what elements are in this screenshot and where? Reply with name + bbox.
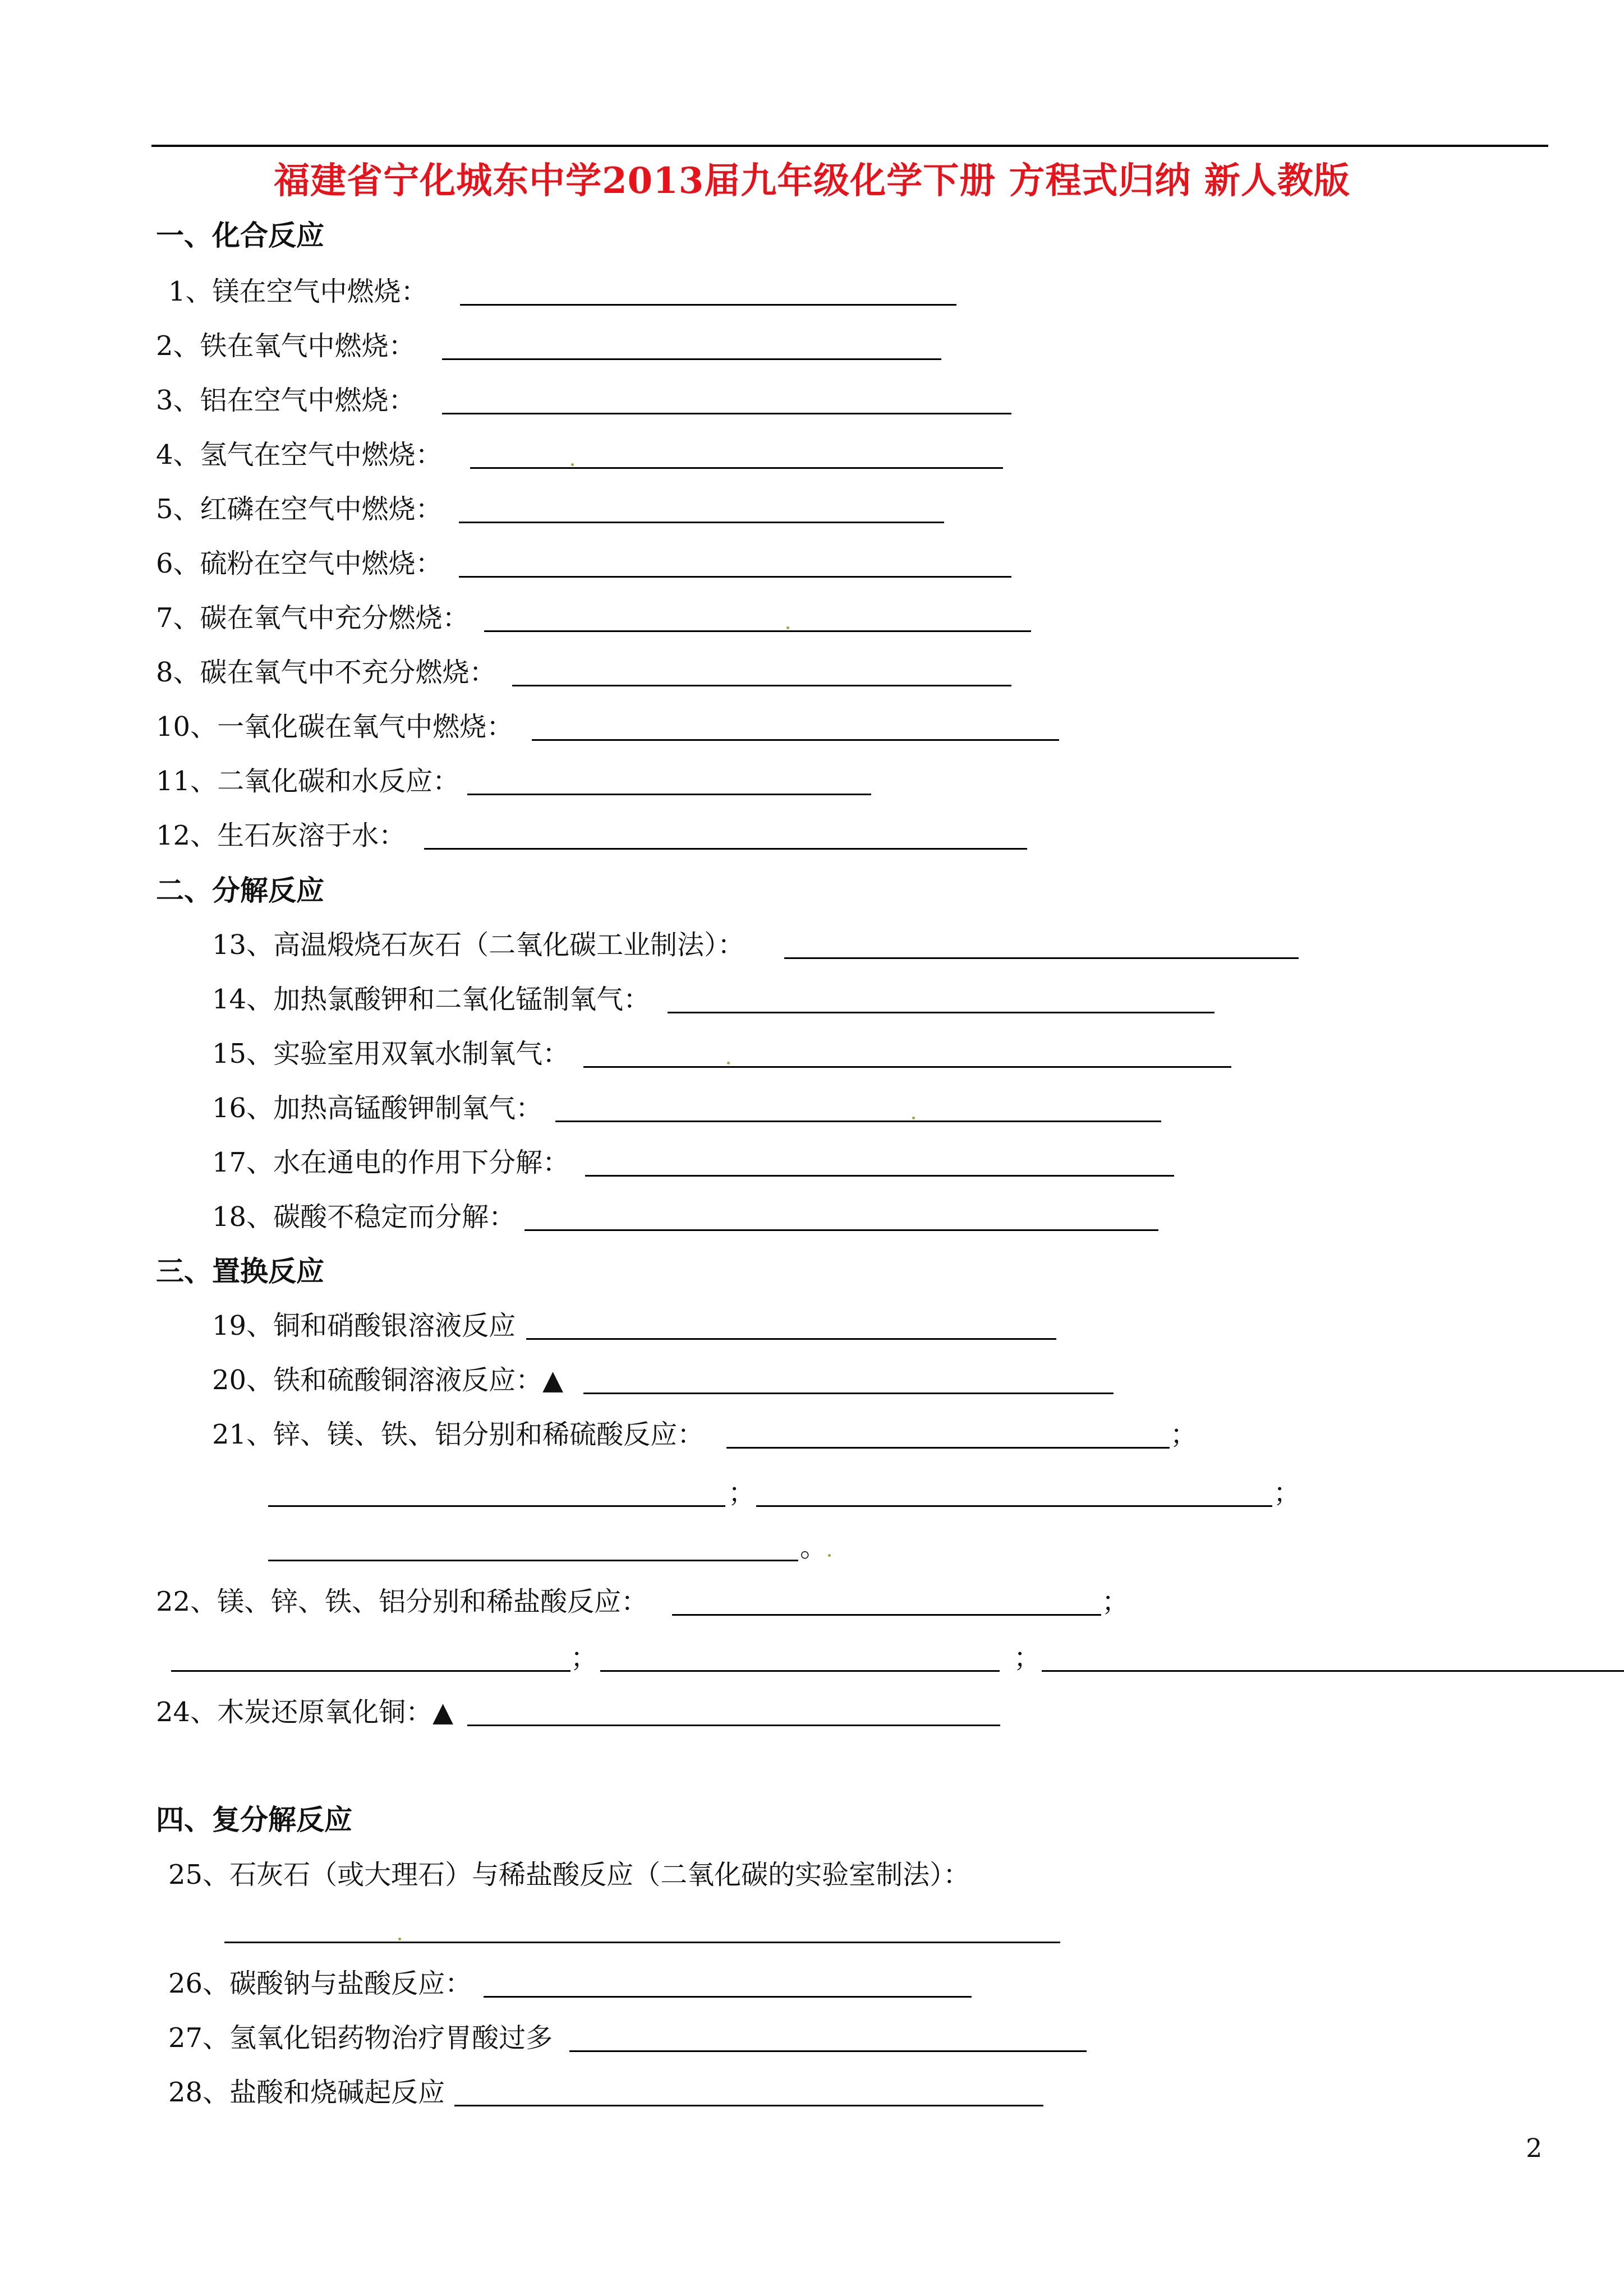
question-label: 25、石灰石（或大理石）与稀盐酸反应（二氧化碳的实验室制法）：	[168, 1859, 970, 1891]
question-4	[156, 432, 1053, 477]
question-2	[156, 324, 953, 368]
answer-line[interactable]	[470, 467, 1003, 469]
scan-speck	[571, 463, 574, 466]
answer-line[interactable]	[224, 1942, 1060, 1943]
question-label: 17、水在通电的作用下分解：	[212, 1147, 570, 1178]
answer-line[interactable]	[668, 1012, 1214, 1013]
answer-line[interactable]	[171, 1670, 571, 1672]
question-25	[168, 1852, 1402, 1897]
section-heading-combination: 一、化合反应	[156, 219, 324, 252]
answer-line[interactable]	[525, 1229, 1158, 1231]
answer-line[interactable]	[424, 848, 1027, 850]
semicolon: ；	[1102, 1586, 1129, 1617]
question-22-continued	[171, 1635, 1624, 1680]
question-13	[212, 923, 1334, 967]
answer-line[interactable]	[583, 1066, 1231, 1068]
answer-line[interactable]	[532, 739, 1059, 741]
answer-line[interactable]	[600, 1670, 1000, 1672]
period: 。	[800, 1532, 827, 1563]
answer-line[interactable]	[585, 1175, 1174, 1177]
answer-line[interactable]	[726, 1447, 1170, 1449]
scan-speck	[398, 1938, 401, 1940]
answer-line[interactable]	[268, 1505, 725, 1507]
question-16	[212, 1086, 1334, 1131]
question-21-continued-1	[268, 1470, 1334, 1515]
answer-line[interactable]	[442, 413, 1011, 414]
answer-line[interactable]	[583, 1393, 1114, 1394]
question-label: 1、镁在空气中燃烧：	[168, 276, 428, 307]
question-26	[168, 1961, 1290, 2006]
question-label: 28、盐酸和烧碱起反应	[168, 2077, 445, 2108]
scan-speck	[828, 1554, 831, 1557]
question-7	[156, 596, 1053, 640]
answer-line[interactable]	[784, 957, 1299, 959]
question-label: 27、氢氧化铝药物治疗胃酸过多	[168, 2022, 553, 2054]
answer-line[interactable]	[268, 1560, 798, 1561]
question-3	[156, 378, 1053, 423]
scan-speck	[912, 1117, 915, 1119]
page-number: 2	[1526, 2133, 1543, 2163]
answer-line[interactable]	[454, 2105, 1043, 2106]
answer-line[interactable]	[672, 1614, 1101, 1616]
question-label: 26、碳酸钠与盐酸反应：	[168, 1968, 472, 1999]
question-25-answer	[224, 1907, 1122, 1952]
question-label: 20、铁和硫酸铜溶液反应：▲	[212, 1364, 563, 1396]
question-10	[156, 704, 1110, 749]
question-12	[156, 813, 1053, 858]
question-label: 16、加热高锰酸钾制氧气：	[212, 1092, 543, 1124]
question-label: 22、镁、锌、铁、铝分别和稀盐酸反应：	[156, 1586, 648, 1617]
question-label: 19、铜和硝酸银溶液反应	[212, 1310, 516, 1341]
question-6	[156, 541, 1053, 586]
question-label: 13、高温煅烧石灰石（二氧化碳工业制法）：	[212, 929, 745, 961]
question-19	[212, 1303, 1334, 1348]
semicolon: ；	[1170, 1419, 1198, 1450]
question-label: 18、碳酸不稳定而分解：	[212, 1201, 516, 1233]
question-24	[156, 1690, 1278, 1735]
question-1	[168, 269, 965, 314]
question-8	[156, 650, 1053, 695]
answer-line[interactable]	[460, 304, 956, 306]
answer-line[interactable]	[467, 794, 871, 795]
question-label: 2、铁在氧气中燃烧：	[156, 330, 416, 362]
answer-line[interactable]	[442, 358, 941, 360]
question-label: 8、碳在氧气中不充分燃烧：	[156, 657, 496, 688]
section-heading-displacement: 三、置换反应	[156, 1255, 324, 1288]
question-21	[212, 1412, 1446, 1457]
question-14	[212, 977, 1334, 1022]
question-28	[168, 2070, 1290, 2115]
question-21-continued-2	[268, 1525, 941, 1570]
question-label: 11、二氧化碳和水反应：	[156, 766, 460, 797]
semicolon: ；	[728, 1477, 756, 1509]
question-18	[212, 1195, 1334, 1239]
answer-line[interactable]	[484, 1996, 972, 1998]
answer-line[interactable]	[512, 685, 1011, 686]
answer-line[interactable]	[756, 1505, 1272, 1507]
question-20	[212, 1358, 1334, 1403]
answer-line[interactable]	[569, 2050, 1087, 2052]
semicolon: ；	[571, 1642, 598, 1673]
question-27	[168, 2016, 1290, 2060]
question-11	[156, 759, 1053, 804]
question-label: 7、碳在氧气中充分燃烧：	[156, 602, 470, 634]
question-label: 3、铝在空气中燃烧：	[156, 385, 416, 416]
section-heading-decomposition: 二、分解反应	[156, 874, 324, 907]
answer-line[interactable]	[459, 522, 944, 523]
question-15	[212, 1031, 1334, 1076]
section-heading-double-decomposition: 四、复分解反应	[156, 1803, 352, 1836]
answer-line[interactable]	[1042, 1670, 1624, 1672]
question-label: 24、木炭还原氧化铜：▲	[156, 1696, 453, 1728]
scan-speck	[727, 1062, 730, 1064]
answer-line[interactable]	[467, 1725, 1000, 1726]
question-label: 6、硫粉在空气中燃烧：	[156, 548, 443, 579]
answer-line[interactable]	[555, 1121, 1161, 1122]
question-22	[156, 1579, 1390, 1624]
answer-line[interactable]	[526, 1338, 1056, 1340]
answer-line[interactable]	[484, 630, 1031, 632]
semicolon: ；	[1014, 1642, 1041, 1673]
question-17	[212, 1140, 1334, 1185]
question-label: 5、红磷在空气中燃烧：	[156, 494, 443, 525]
question-label: 12、生石灰溶于水：	[156, 820, 406, 851]
page-title: 福建省宁化城东中学2013届九年级化学下册 方程式归纳 新人教版	[274, 160, 1350, 202]
question-5	[156, 487, 1053, 532]
question-label: 10、一氧化碳在氧气中燃烧：	[156, 711, 514, 743]
answer-line[interactable]	[459, 576, 1011, 578]
question-label: 15、实验室用双氧水制氧气：	[212, 1038, 570, 1069]
scan-speck	[786, 626, 789, 629]
question-label: 21、锌、镁、铁、铝分别和稀硫酸反应：	[212, 1419, 705, 1450]
header-rule	[151, 145, 1548, 147]
semicolon: ；	[1273, 1477, 1301, 1509]
question-label: 4、氢气在空气中燃烧：	[156, 439, 443, 471]
question-label: 14、加热氯酸钾和二氧化锰制氧气：	[212, 984, 651, 1015]
